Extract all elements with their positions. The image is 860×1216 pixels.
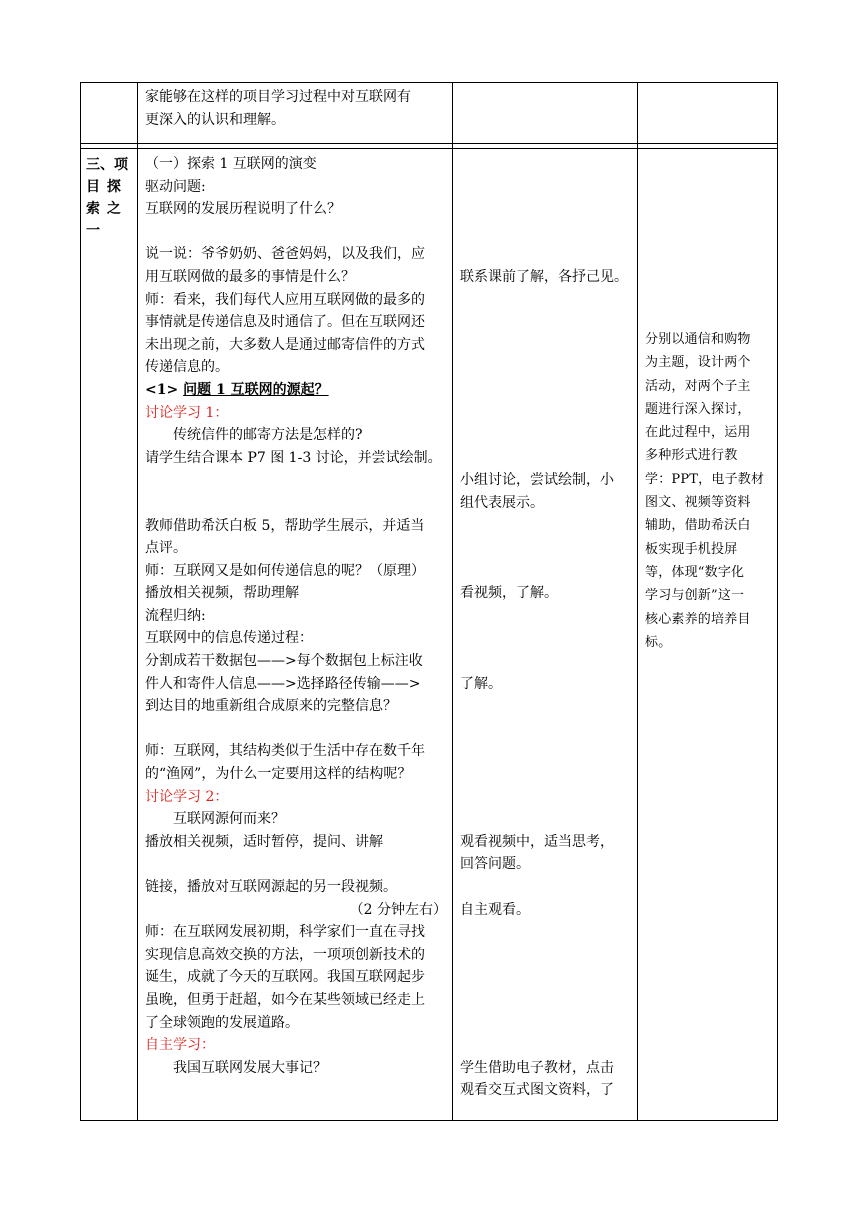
text-line: 到达目的地重新组合成原来的完整信息？ — [145, 698, 397, 715]
table-row-divider-2 — [80, 148, 778, 149]
blank-line — [460, 966, 632, 989]
student-line: 看视频，了解。 — [460, 585, 558, 602]
note-line: 在此过程中，运用 — [645, 425, 751, 441]
text-line: 虽晚，但勇于赶超，如今在某些领域已经走上 — [145, 991, 425, 1008]
note-line: 图文、视频等资料 — [645, 495, 751, 511]
text-line: 流程归纳: — [145, 607, 206, 624]
blank-line — [460, 605, 632, 628]
table-col-line-4 — [637, 82, 638, 1121]
note-line: 活动，对两个子主 — [645, 378, 751, 394]
blank-line — [460, 740, 632, 763]
text-line: 件人和寄件人信息——>选择路径传输——> — [145, 675, 421, 692]
blank-line — [460, 1034, 632, 1057]
note-line: 学：PPT，电子教材 — [645, 471, 765, 487]
discussion-2-label: 讨论学习 2： — [145, 788, 229, 805]
table-border-bottom — [80, 1120, 778, 1121]
blank-line — [460, 627, 632, 650]
table-border-top — [80, 82, 778, 83]
section-label-line: 索 之 — [86, 201, 122, 217]
blank-line — [460, 876, 632, 899]
blank-line — [460, 153, 632, 176]
text-line: 我国互联网发展大事记？ — [173, 1059, 327, 1076]
note-line: 为主题，设计两个 — [645, 355, 751, 371]
teacher-activity-cell — [145, 153, 447, 1079]
blank-line — [145, 853, 447, 876]
section-label-line: 三、项 — [86, 157, 128, 173]
blank-line — [460, 334, 632, 357]
blank-line — [460, 695, 632, 718]
text-line: 事情就是传递信息及时通信了。但在互联网还 — [145, 314, 425, 331]
self-study-label: 自主学习： — [145, 1037, 215, 1054]
note-line: 分别以通信和购物 — [645, 332, 751, 347]
text-line: 诞生，成就了今天的互联网。我国互联网起步 — [145, 969, 425, 986]
text-line: 传递信息的。 — [145, 359, 229, 376]
design-intent-cell — [645, 328, 775, 654]
text-line: 师：看来，我们每代人应用互联网做的最多的 — [145, 291, 425, 308]
text-line: 传统信件的邮寄方法是怎样的? — [173, 427, 363, 444]
heading-explore-1: （一）探索 1 互联网的演变 — [145, 156, 317, 172]
student-activity-cell — [460, 153, 632, 1102]
blank-line — [460, 515, 632, 538]
student-line: 观看视频中，适当思考， — [460, 833, 614, 850]
text-line: 互联网的发展历程说明了什么？ — [145, 201, 341, 218]
text-line: 未出现之前，大多数人是通过邮寄信件的方式 — [145, 336, 425, 353]
note-line: 学习与创新”这一 — [645, 588, 745, 604]
table-col-line-1 — [80, 82, 81, 1121]
note-line: 板实现手机投屏 — [645, 541, 738, 557]
text-line: 驱动问题: — [145, 178, 206, 195]
student-line: 组代表展示。 — [460, 494, 544, 511]
student-line: 学生借助电子教材，点击 — [460, 1059, 614, 1076]
blank-line — [460, 243, 632, 266]
blank-line — [145, 221, 447, 244]
text-line: 更深入的认识和理解。 — [145, 111, 285, 128]
student-line: 观看交互式图文资料，了 — [460, 1082, 614, 1099]
note-line: 等，体现“数字化 — [645, 564, 745, 580]
text-line: 互联网中的信息传递过程： — [145, 630, 313, 647]
blank-line — [460, 311, 632, 334]
note-line: 多种形式进行教 — [645, 448, 738, 464]
text-line: 点评。 — [145, 540, 187, 557]
blank-line — [460, 560, 632, 583]
student-line: 回答问题。 — [460, 856, 530, 873]
question-1-heading — [145, 379, 447, 402]
blank-line — [460, 1012, 632, 1035]
note-line: 核心素养的培养目 — [645, 611, 751, 627]
note-line: 标。 — [645, 634, 672, 650]
text-line: 教师借助希沃白板 5，帮助学生展示，并适当 — [145, 517, 425, 534]
section-label-line: 一 — [86, 223, 100, 239]
question-prefix: <1> — [145, 381, 184, 398]
text-line: 实现信息高效交换的方法，一项项创新技术的 — [145, 946, 425, 963]
student-line: 自主观看。 — [460, 901, 530, 918]
blank-line — [145, 492, 447, 515]
blank-line — [460, 763, 632, 786]
text-line: 师：互联网，其结构类似于生活中存在数千年 — [145, 743, 425, 760]
blank-line — [460, 944, 632, 967]
text-line: 师：互联网又是如何传递信息的呢？（原理） — [145, 562, 425, 579]
note-line: 题进行深入探讨， — [645, 401, 751, 417]
text-line: 播放相关视频，帮助理解 — [145, 585, 299, 602]
blank-line — [460, 718, 632, 741]
blank-line — [460, 221, 632, 244]
text-line: 家能够在这样的项目学习过程中对互联网有 — [145, 89, 411, 105]
text-line: （2 分钟左右） — [349, 901, 447, 918]
student-line: 联系课前了解，各抒己见。 — [460, 268, 628, 285]
row1-teacher-cell — [145, 86, 445, 131]
section-label — [86, 154, 134, 242]
blank-line — [460, 650, 632, 673]
blank-line — [460, 356, 632, 379]
section-label-line: 目 探 — [86, 179, 122, 195]
blank-line — [460, 989, 632, 1012]
blank-line — [145, 718, 447, 741]
blank-line — [460, 402, 632, 425]
table-col-line-5 — [777, 82, 778, 1121]
table-col-line-3 — [452, 82, 453, 1121]
text-line: 了全球领跑的发展道路。 — [145, 1014, 299, 1031]
student-line: 小组讨论，尝试绘制，小 — [460, 472, 614, 489]
text-line: 说一说：爷爷奶奶、爸爸妈妈，以及我们，应 — [145, 246, 425, 263]
text-line: 互联网源何而来？ — [173, 811, 285, 828]
text-line: 链接，播放对互联网源起的另一段视频。 — [145, 879, 397, 895]
question-1-title: 问题 1 互联网的源起？ — [183, 381, 329, 398]
table-col-line-2 — [137, 82, 138, 1121]
text-line: 用互联网做的最多的事情是什么？ — [145, 268, 355, 285]
text-line: 的“渔网”，为什么一定要用这样的结构呢？ — [145, 766, 412, 783]
discussion-1-label: 讨论学习 1： — [145, 404, 229, 421]
blank-line — [145, 469, 447, 492]
blank-line — [460, 921, 632, 944]
blank-line — [460, 379, 632, 402]
blank-line — [460, 808, 632, 831]
text-line: 播放相关视频，适时暂停，提问、讲解 — [145, 833, 383, 850]
blank-line — [460, 447, 632, 470]
table-row-divider-1 — [80, 143, 778, 144]
student-line: 了解。 — [460, 675, 502, 692]
note-line: 辅助，借助希沃白 — [645, 518, 751, 534]
text-line: 分割成若干数据包——>每个数据包上标注收 — [145, 653, 423, 670]
blank-line — [460, 424, 632, 447]
blank-line — [460, 537, 632, 560]
blank-line — [460, 176, 632, 199]
blank-line — [460, 198, 632, 221]
text-line: 师：在互联网发展初期，科学家们一直在寻找 — [145, 924, 425, 941]
text-line: 请学生结合课本 P7 图 1-3 讨论，并尝试绘制。 — [145, 449, 442, 466]
blank-line — [460, 786, 632, 809]
blank-line — [460, 289, 632, 312]
